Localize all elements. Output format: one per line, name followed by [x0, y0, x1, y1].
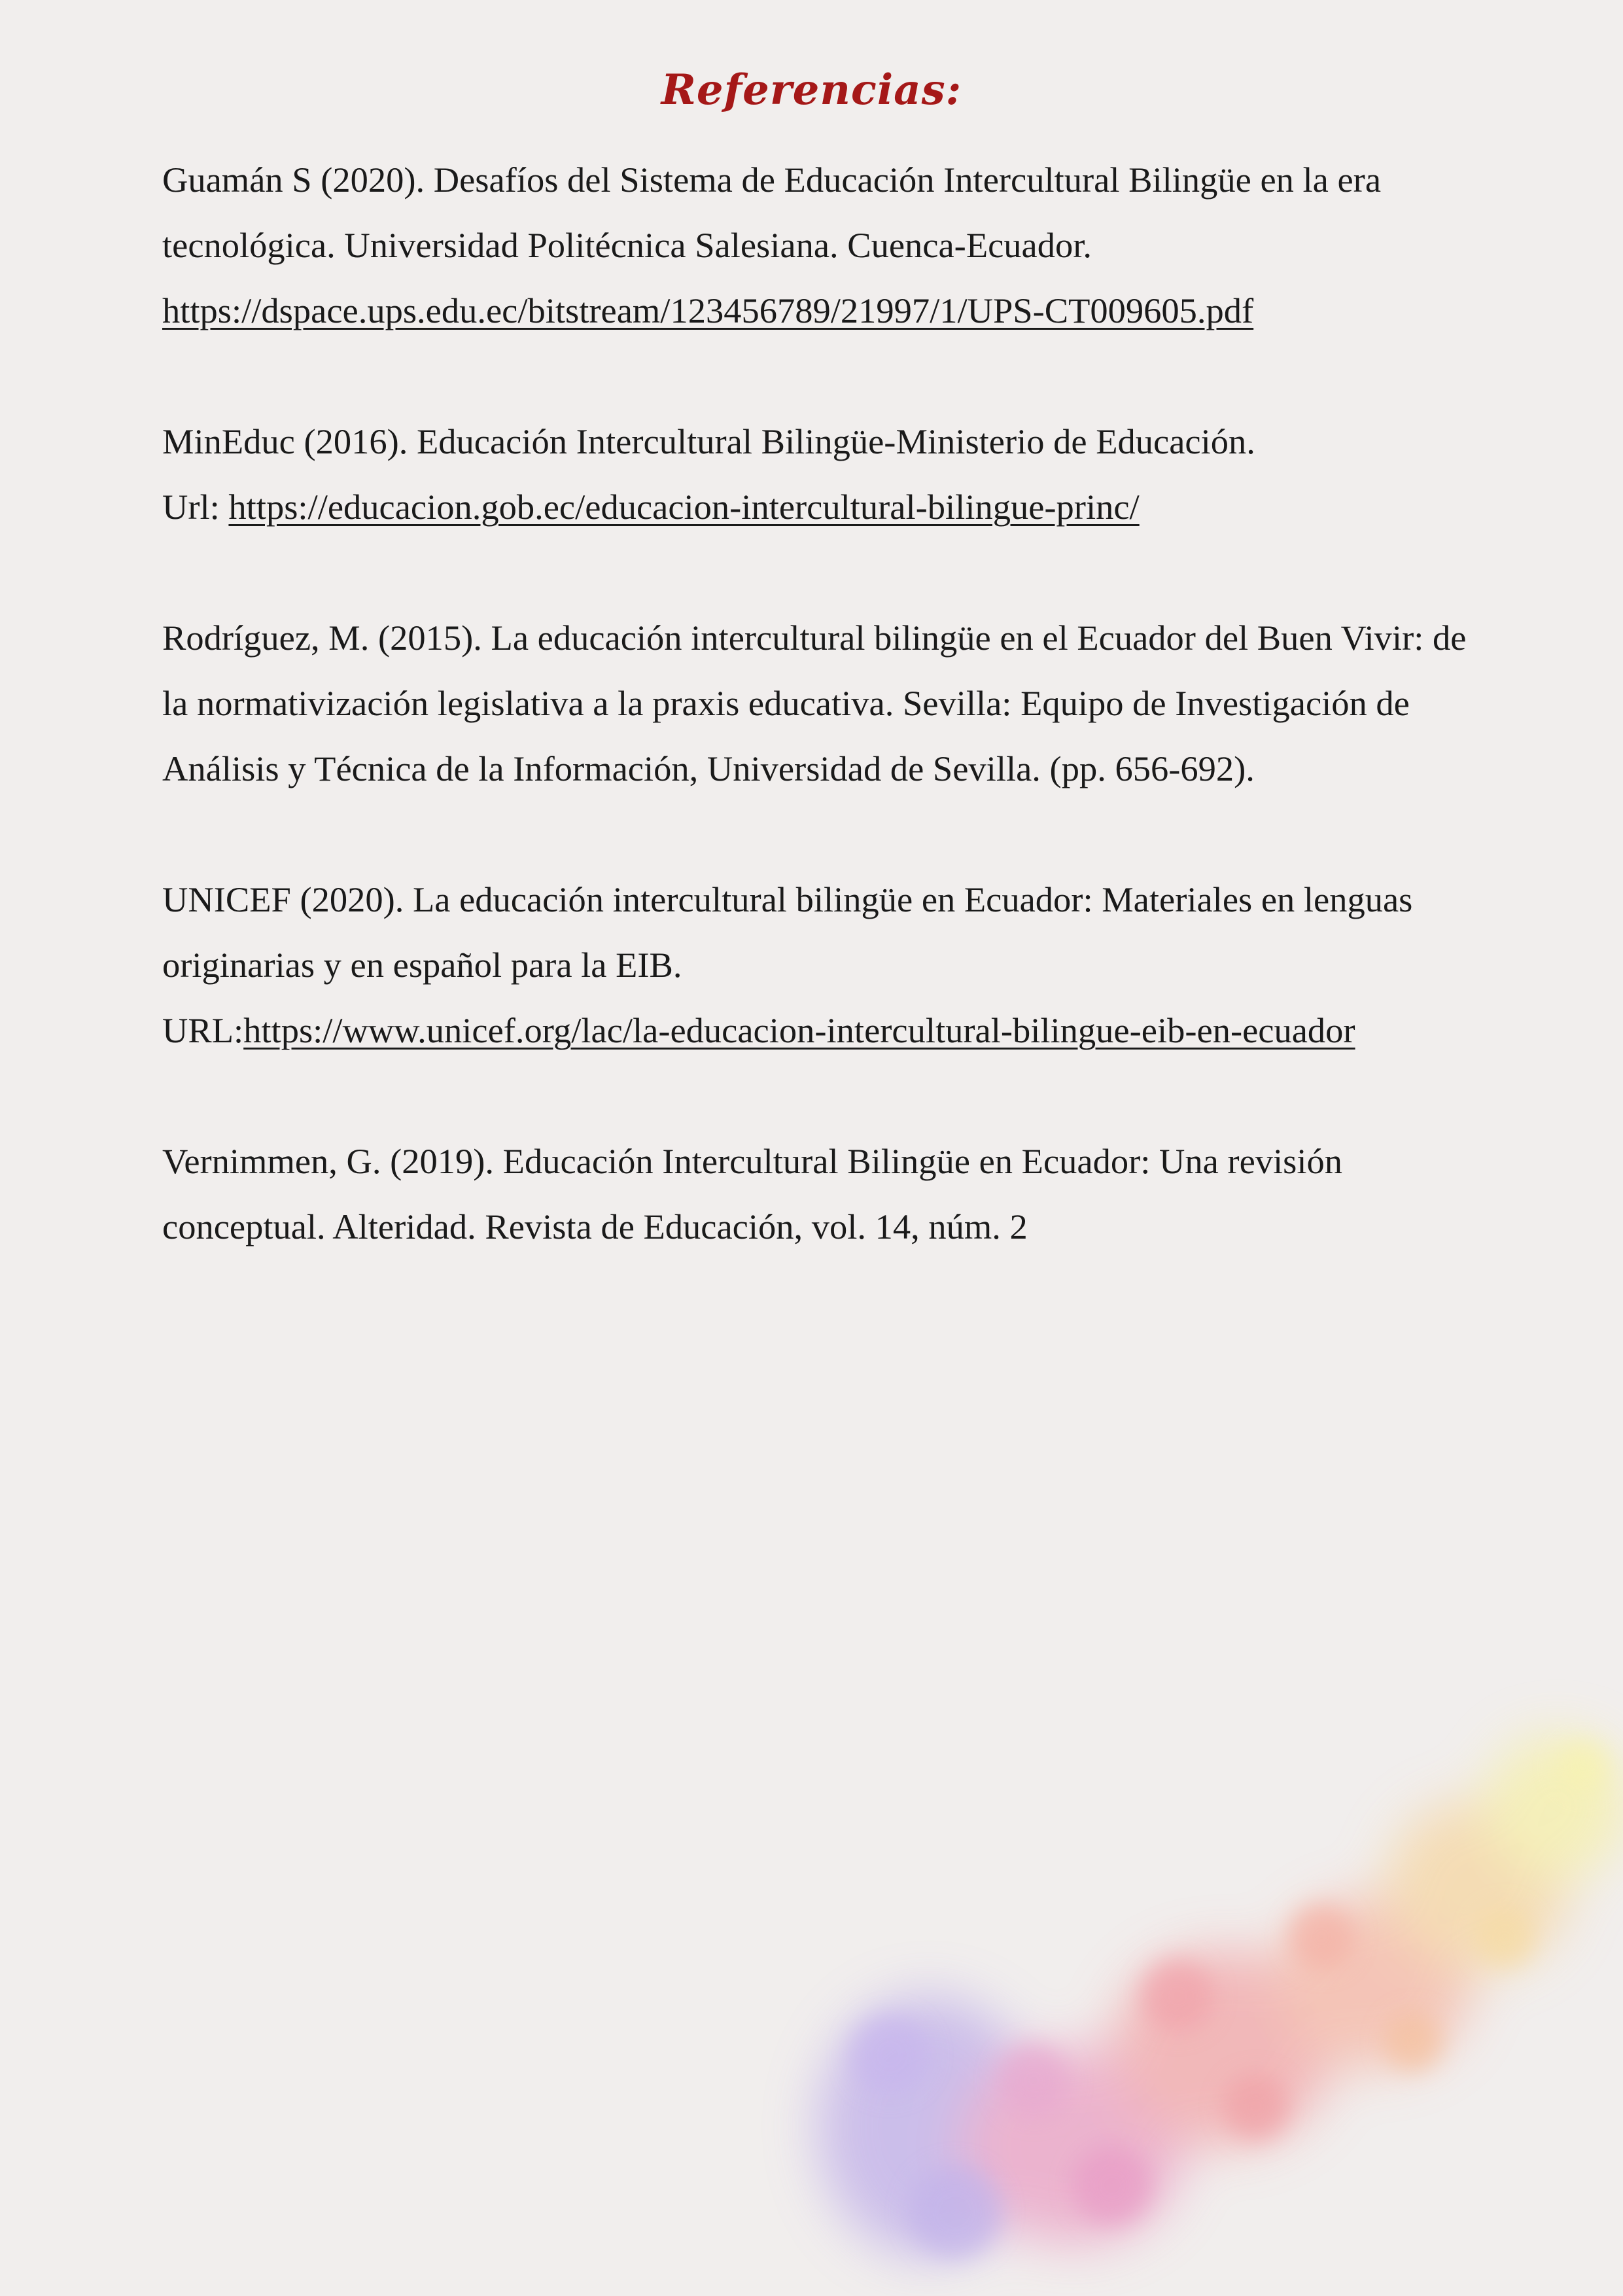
reference-vernimmen	[162, 1129, 1477, 1260]
reference-guaman	[162, 147, 1477, 344]
reference-link[interactable]: https://www.unicef.org/lac/la-educacion-intercultural-bilingue-eib-en-ecuador	[243, 1010, 1355, 1050]
reference-text: MinEduc (2016). Educación Intercultural Bilingüe-Ministerio de Educación.	[162, 421, 1255, 461]
reference-text: UNICEF (2020). La educación intercultural bilingüe en Ecuador: Materiales en lenguas originarias y en español para la EIB.	[162, 879, 1413, 985]
reference-text: Guamán S (2020). Desafíos del Sistema de Educación Intercultural Bilingüe en la era tecnológica. Universidad Politécnica Salesiana. Cuenca-Ecuador.	[162, 160, 1382, 265]
reference-mineduc	[162, 409, 1477, 540]
reference-text: Rodríguez, M. (2015). La educación intercultural bilingüe en el Ecuador del Buen Vivir: de la normativización legislativa a la praxis educativa. Sevilla: Equipo de Investigación de Análisis y Técnica de la Información, Universidad de Sevilla. (pp. 656-692).	[162, 618, 1467, 788]
references-list	[162, 147, 1477, 1325]
reference-unicef	[162, 867, 1477, 1063]
page-title: Referencias:	[661, 65, 962, 115]
reference-link-prefix: URL:	[162, 1010, 244, 1050]
reference-link[interactable]: https://educacion.gob.ec/educacion-intercultural-bilingue-princ/	[228, 487, 1140, 527]
reference-rodriguez	[162, 605, 1477, 802]
reference-link[interactable]: https://dspace.ups.edu.ec/bitstream/123456789/21997/1/UPS-CT009605.pdf	[162, 291, 1254, 330]
reference-text: Vernimmen, G. (2019). Educación Intercultural Bilingüe en Ecuador: Una revisión conceptual. Alteridad. Revista de Educación, vol. 14, núm. 2	[162, 1141, 1343, 1246]
reference-link-prefix: Url:	[162, 487, 229, 527]
